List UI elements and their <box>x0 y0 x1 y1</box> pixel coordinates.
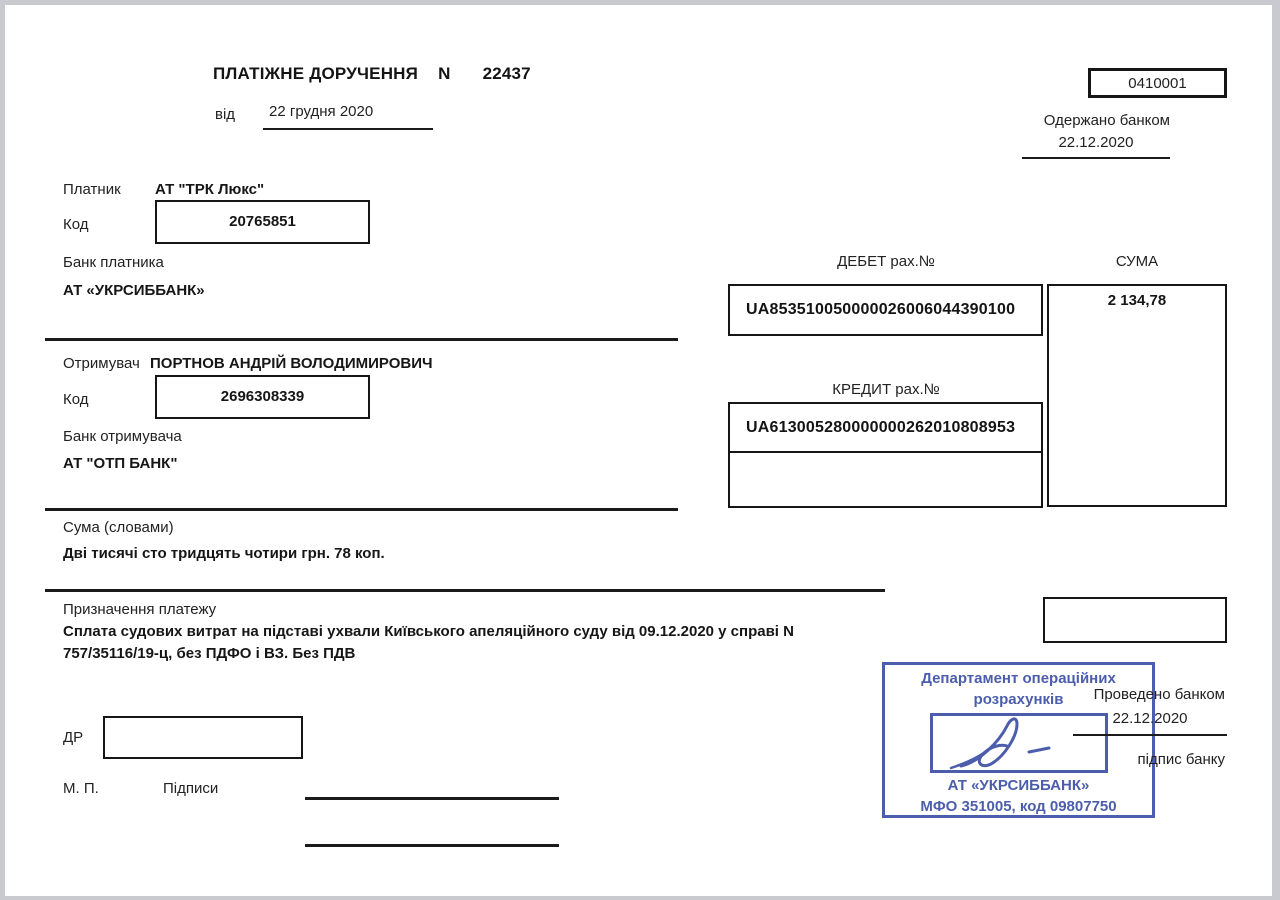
suma-box <box>1047 284 1227 507</box>
document-title-row <box>213 64 531 84</box>
dr-box <box>103 716 303 759</box>
page-edge-top <box>0 0 1280 5</box>
page-edge-bottom <box>0 896 1280 900</box>
form-code-box: 0410001 <box>1088 68 1227 98</box>
debit-header: ДЕБЕТ рах.№ <box>837 253 935 270</box>
document-date: 22 грудня 2020 <box>269 103 374 120</box>
purpose-code-box <box>1043 597 1227 643</box>
credit-empty-box <box>728 451 1043 508</box>
credit-header: КРЕДИТ рах.№ <box>832 381 940 398</box>
debit-account: UA853510050000026006044390100 <box>746 301 1016 318</box>
section-divider-1 <box>45 338 678 341</box>
amount-words-label: Сума (словами) <box>63 519 174 536</box>
page-edge-left <box>0 0 5 900</box>
signature-line-2 <box>305 844 559 847</box>
stamp-line2: розрахунків <box>973 691 1064 708</box>
payer-code-label: Код <box>63 216 89 233</box>
payer-bank-name: АТ «УКРСИББАНК» <box>63 282 205 299</box>
signature-line-1 <box>305 797 559 800</box>
stamp-line1: Департамент операційних <box>921 670 1116 687</box>
receiver-code-box: 2696308339 <box>155 375 370 419</box>
receiver-name: ПОРТНОВ АНДРІЙ ВОЛОДИМИРОВИЧ <box>150 355 433 372</box>
payer-label: Платник <box>63 181 121 198</box>
processed-date-field: 22.12.2020 <box>1073 710 1227 736</box>
processed-by-bank-label: Проведено банком <box>1093 686 1225 703</box>
purpose-value: Сплата судових витрат на підставі ухвали Київського апеляційного суду від 09.12.2020 у справі N 757/35116/19-ц, без ПДФО і ВЗ. Без ПДВ <box>63 623 794 662</box>
payer-bank-label: Банк платника <box>63 254 164 271</box>
stamp-bank-name: АТ «УКРСИББАНК» <box>947 777 1090 794</box>
received-by-bank-label: Одержано банком <box>1043 112 1170 129</box>
page-edge-right <box>1272 0 1280 900</box>
dr-label: ДР <box>63 729 84 746</box>
document-number-label: N <box>438 64 451 83</box>
section-divider-2 <box>45 508 678 511</box>
receiver-bank-label: Банк отримувача <box>63 428 182 445</box>
debit-account-box <box>728 284 1043 336</box>
received-date-field: 22.12.2020 <box>1022 134 1170 159</box>
suma-header: СУМА <box>1115 253 1159 270</box>
document-date-field <box>263 103 433 130</box>
purpose-label: Призначення платежу <box>63 601 217 618</box>
document-number: 22437 <box>482 64 531 83</box>
credit-account-box <box>728 402 1043 453</box>
receiver-bank-name: АТ "ОТП БАНК" <box>63 455 178 472</box>
credit-account: UA613005280000000262010808953 <box>746 419 1016 436</box>
signatures-label: Підписи <box>163 780 219 797</box>
section-divider-3 <box>45 589 885 592</box>
date-prefix-label: від <box>215 106 236 123</box>
payer-name: АТ "ТРК Люкс" <box>155 181 265 198</box>
bank-signature-label: підпис банку <box>1137 751 1225 768</box>
amount-words-value: Дві тисячі сто тридцять чотири грн. 78 коп. <box>63 545 385 562</box>
mp-label: М. П. <box>63 780 99 797</box>
suma-amount: 2 134,78 <box>1107 292 1167 309</box>
stamp-mfo: МФО 351005, код 09807750 <box>920 798 1117 815</box>
receiver-code-label: Код <box>63 391 89 408</box>
payer-code-box: 20765851 <box>155 200 370 244</box>
receiver-label: Отримувач <box>63 355 140 372</box>
document-title: ПЛАТІЖНЕ ДОРУЧЕННЯ <box>213 64 419 83</box>
